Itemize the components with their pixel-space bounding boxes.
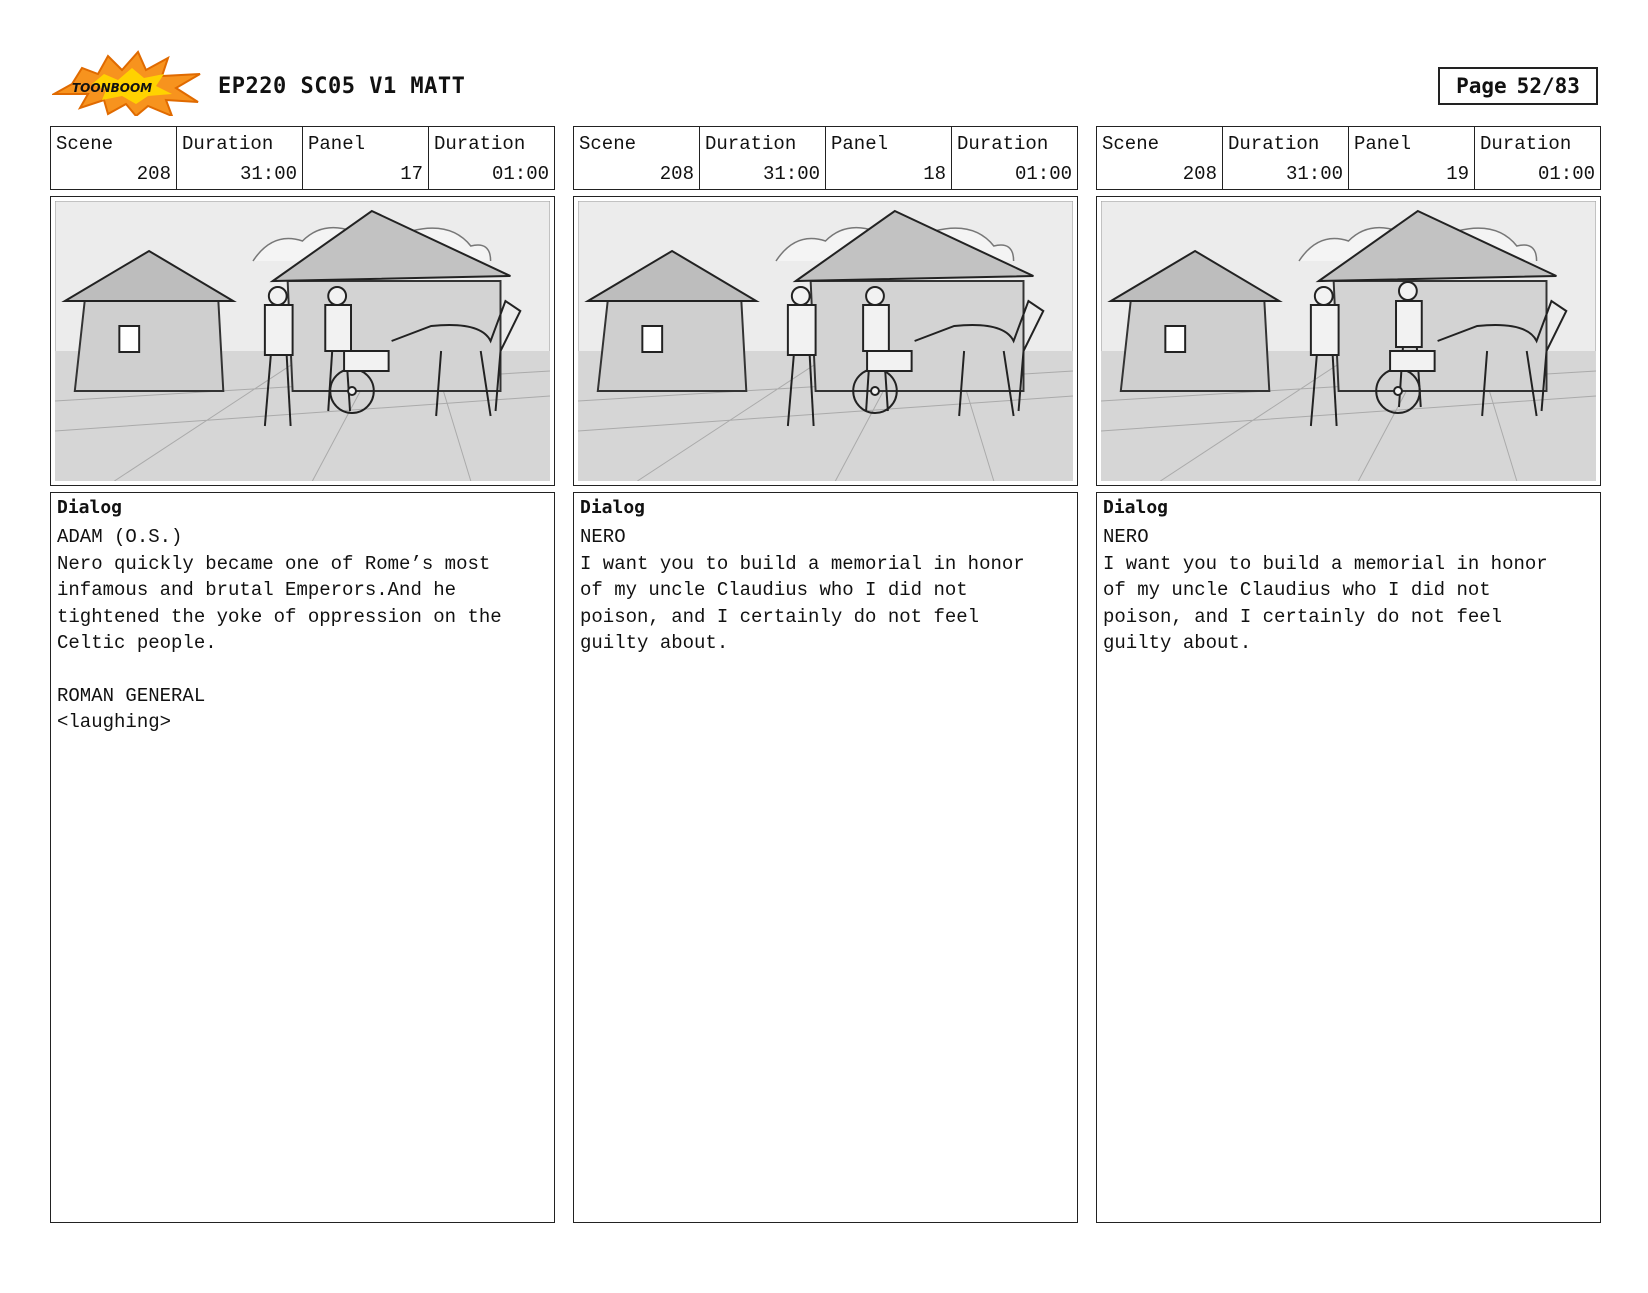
storyboard-panel <box>573 126 1078 1223</box>
scene-cell <box>574 127 700 189</box>
panel-cell <box>303 127 429 189</box>
panel-label: Panel <box>1354 133 1412 155</box>
panel-sketch-image <box>573 196 1078 486</box>
panel-info-header <box>573 126 1078 190</box>
storyboard-panel <box>1096 126 1601 1223</box>
panel-duration-value: 01:00 <box>1537 163 1595 185</box>
panel-cell <box>826 127 952 189</box>
panel-duration-value: 01:00 <box>1014 163 1072 185</box>
duration-label: Duration <box>957 133 1049 155</box>
scene-value: 208 <box>136 163 171 185</box>
scene-duration-cell <box>700 127 826 189</box>
page-indicator <box>1438 67 1598 105</box>
dialog-speaker: NERO <box>580 526 626 548</box>
panel-duration-value: 01:00 <box>491 163 549 185</box>
panel-duration-cell <box>1475 127 1600 189</box>
panel-label: Panel <box>831 133 889 155</box>
panel-label: Panel <box>308 133 366 155</box>
scene-duration-value: 31:00 <box>239 163 297 185</box>
scene-duration-cell <box>1223 127 1349 189</box>
dialog-line: I want you to build a memorial in honor of my uncle Claudius who I did not poison, and I certainly do not feel guilty about. <box>1103 552 1548 654</box>
panel-value: 19 <box>1446 163 1469 185</box>
dialog-line: Nero quickly became one of Rome’s most infamous and brutal Emperors.And he tightened the yoke of oppression on the Celtic people. <box>57 552 502 654</box>
toonboom-logo <box>52 50 202 116</box>
scene-duration-value: 31:00 <box>1285 163 1343 185</box>
duration-label: Duration <box>434 133 526 155</box>
dialog-speaker: ADAM (O.S.) <box>57 526 183 548</box>
dialog-heading: Dialog <box>57 497 123 518</box>
panel-sketch-image <box>1096 196 1601 486</box>
duration-label: Duration <box>1228 133 1320 155</box>
panel-sketch-image <box>50 196 555 486</box>
scene-label: Scene <box>1102 133 1160 155</box>
page-number: 52/83 <box>1516 74 1580 98</box>
scene-duration-cell <box>177 127 303 189</box>
dialog-box <box>1096 492 1601 1223</box>
dialog-line: I want you to build a memorial in honor of my uncle Claudius who I did not poison, and I certainly do not feel guilty about. <box>580 552 1025 654</box>
dialog-speaker: ROMAN GENERAL <box>57 684 206 707</box>
storyboard-panel <box>50 126 555 1223</box>
svg-text:TOONBOOM: TOONBOOM <box>72 81 153 95</box>
panel-duration-cell <box>429 127 554 189</box>
scene-value: 208 <box>1182 163 1217 185</box>
scene-value: 208 <box>659 163 694 185</box>
dialog-box <box>50 492 555 1223</box>
dialog-line: <laughing> <box>57 711 172 733</box>
panel-duration-cell <box>952 127 1077 189</box>
dialog-heading: Dialog <box>1103 497 1169 518</box>
scene-cell <box>1097 127 1223 189</box>
duration-label: Duration <box>182 133 274 155</box>
episode-title: EP220 SC05 V1 MATT <box>218 74 466 99</box>
panel-info-header <box>50 126 555 190</box>
panel-value: 17 <box>400 163 423 185</box>
dialog-speaker: NERO <box>1103 526 1149 548</box>
dialog-heading: Dialog <box>580 497 646 518</box>
panel-cell <box>1349 127 1475 189</box>
dialog-box <box>573 492 1078 1223</box>
scene-label: Scene <box>56 133 114 155</box>
panel-value: 18 <box>923 163 946 185</box>
scene-label: Scene <box>579 133 637 155</box>
page-label: Page <box>1456 74 1507 98</box>
duration-label: Duration <box>705 133 797 155</box>
scene-duration-value: 31:00 <box>762 163 820 185</box>
duration-label: Duration <box>1480 133 1572 155</box>
scene-cell <box>51 127 177 189</box>
panel-info-header <box>1096 126 1601 190</box>
